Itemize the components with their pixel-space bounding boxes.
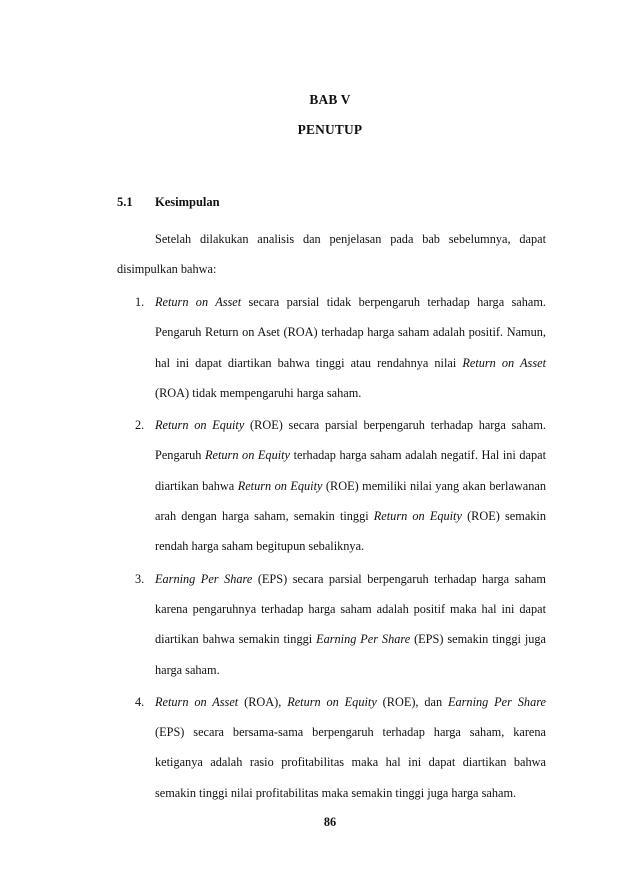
text-run: (EPS) semakin tinggi juga harga saham.	[155, 632, 546, 677]
italic-term: Earning Per Share	[316, 632, 411, 647]
chapter-number: BAB V	[309, 92, 351, 107]
italic-term: Return on Asset	[462, 355, 546, 370]
text-run: (EPS) secara bersama-sama berpengaruh terhadap harga saham, karena ketiganya adalah rasio profitabilitas maka hal ini dapat diartikan bahwa semakin tinggi nilai profitabilitas maka semakin tinggi juga harga saham.	[155, 725, 546, 800]
text-run: (ROE) secara parsial berpengaruh terhadap harga saham. Pengaruh	[155, 418, 546, 463]
text-run: (ROA) tidak mempengaruhi harga saham.	[155, 385, 362, 400]
conclusion-item	[117, 564, 546, 685]
list-marker: 1.	[135, 295, 145, 309]
section-heading	[117, 195, 220, 210]
conclusion-item	[117, 687, 546, 808]
text-run: terhadap harga saham adalah negatif. Hal ini dapat diartikan bahwa	[155, 448, 547, 493]
italic-term: Return on Equity	[373, 509, 462, 524]
italic-term: Earning Per Share	[447, 694, 546, 709]
section-title: Kesimpulan	[155, 195, 220, 209]
italic-term: Return on Equity	[155, 418, 245, 433]
intro-paragraph: Setelah dilakukan analisis dan penjelasan pada bab sebelumnya, dapat disimpulkan bahwa:	[117, 232, 546, 276]
conclusion-item	[117, 410, 546, 561]
text-run: (ROA),	[238, 694, 288, 709]
italic-term: Earning Per Share	[155, 571, 253, 586]
italic-term: Return on Asset	[155, 295, 242, 309]
text-run: secara parsial tidak berpengaruh terhadap harga saham. Pengaruh Return on Aset (ROA) terhadap harga saham adalah positif. Namun, hal ini dapat diartikan bahwa tinggi atau rendahnya nilai	[155, 295, 546, 370]
list-marker: 3.	[135, 571, 145, 586]
conclusion-text	[155, 287, 546, 408]
conclusion-text	[155, 687, 546, 808]
section-number: 5.1	[117, 195, 133, 209]
conclusion-text	[155, 564, 546, 685]
text-run: (ROE), dan	[376, 694, 448, 709]
chapter-title: PENUTUP	[297, 122, 363, 137]
italic-term: Return on Equity	[237, 478, 323, 493]
list-marker: 4.	[135, 694, 145, 709]
page-number: 86	[323, 815, 337, 829]
text-run: (ROE) memiliki nilai yang akan berlawanan arah dengan harga saham, semakin tinggi	[155, 478, 546, 524]
text-run: (EPS) secara parsial berpengaruh terhadap harga saham karena pengaruhnya terhadap harga saham adalah positif maka hal ini dapat diartikan bahwa semakin tinggi	[155, 571, 546, 647]
italic-term: Return on Equity	[287, 694, 377, 709]
list-marker: 2.	[135, 418, 145, 433]
italic-term: Return on Asset	[155, 694, 239, 709]
conclusion-list	[117, 287, 546, 810]
text-run: (ROE) semakin rendah harga saham begitupun sebaliknya.	[155, 509, 546, 554]
italic-term: Return on Equity	[205, 448, 291, 463]
conclusion-text	[155, 410, 546, 561]
conclusion-item	[117, 287, 546, 408]
